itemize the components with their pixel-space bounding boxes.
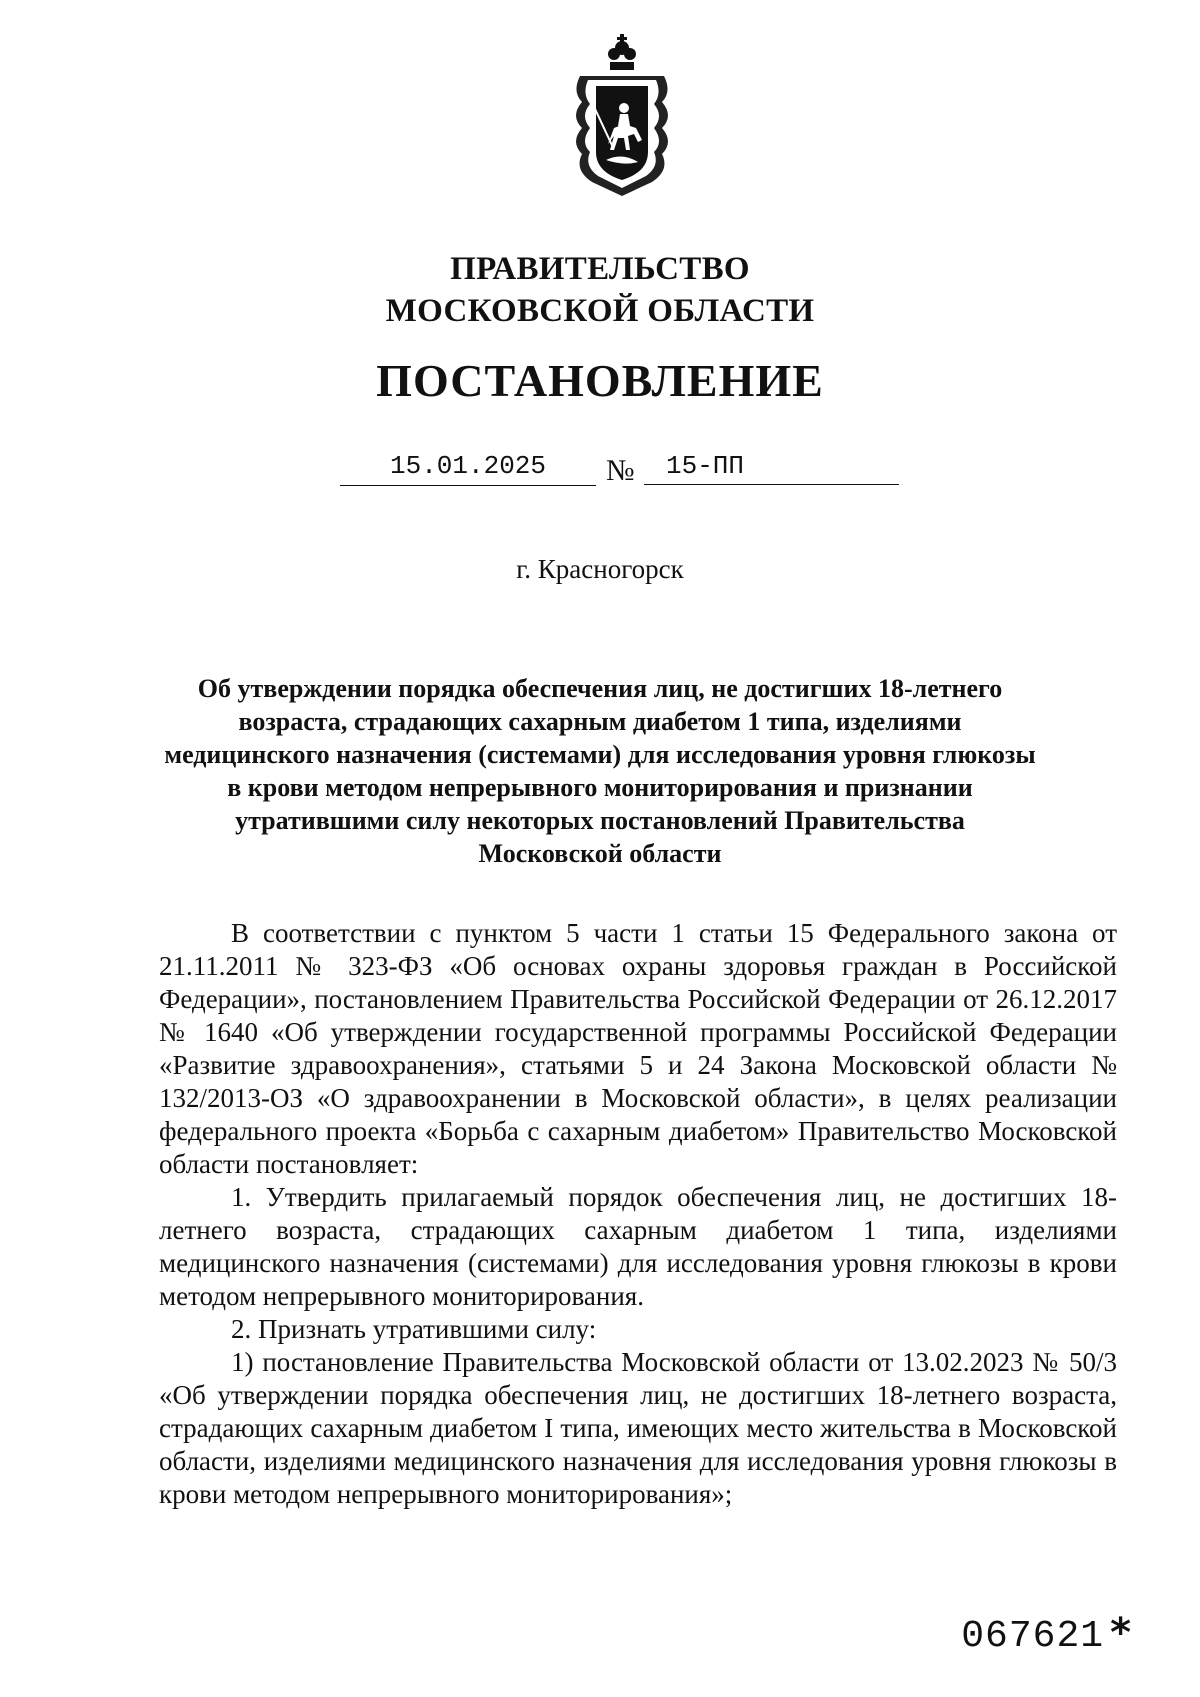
form-code: 067621 bbox=[961, 1615, 1105, 1658]
item-2-paragraph: 2. Признать утратившими силу: bbox=[231, 1314, 597, 1344]
document-body bbox=[159, 917, 1117, 1511]
preamble-paragraph: В соответствии с пунктом 5 части 1 статьи 15 Федерального закона от 21.11.2011 № 323-ФЗ «Об основах охраны здоровья граждан в Российской Федерации», постановлением Правительства Российской Федерации от 26.12.2017 № 1640 «Об утверждении государственной программы Российской Федерации «Развитие здравоохранения», статьями 5 и 24 Закона Московской области № 132/2013-ОЗ «О здравоохранении в Московской области», в целях реализации федерального проекта «Борьба с сахарным диабетом» Правительство Московской области постановляет: bbox=[159, 918, 1117, 1179]
registration-number: 15-ПП bbox=[644, 447, 899, 485]
item-1-paragraph: 1. Утвердить прилагаемый порядок обеспечения лиц, не достигших 18-летнего возраста, страдающих сахарным диабетом 1 типа, изделиями медицинского назначения (системами) для исследования уровня глюкозы в крови методом непрерывного мониторирования. bbox=[159, 1182, 1117, 1311]
document-title: Об утверждении порядка обеспечения лиц, не достигших 18-летнего возраста, страдающих сахарным диабетом 1 типа, изделиями медицинского назначения (системами) для исследования уровня глюкозы в крови методом непрерывного мониторирования и признании утратившими силу некоторых постановлений Правительства Московской области bbox=[164, 674, 1036, 868]
document-type: ПОСТАНОВЛЕНИЕ bbox=[376, 355, 824, 406]
government-name bbox=[0, 248, 1200, 332]
moscow-oblast-coat-of-arms-icon bbox=[562, 32, 682, 200]
star-mark: * bbox=[1110, 1610, 1132, 1656]
item-2-1-paragraph: 1) постановление Правительства Московской области от 13.02.2023 № 50/3 «Об утверждении порядка обеспечения лиц, не достигших 18-летнего возраста, страдающих сахарным диабетом I типа, имеющих место жительства в Московской области, изделиями медицинского назначения для исследования уровня глюкозы в крови методом непрерывного мониторирования»; bbox=[159, 1347, 1117, 1509]
government-name-line-2: МОСКОВСКОЙ ОБЛАСТИ bbox=[385, 293, 815, 329]
government-name-line-1: ПРАВИТЕЛЬСТВО bbox=[450, 251, 750, 287]
city: г. Красногорск bbox=[516, 554, 684, 584]
number-sign: № bbox=[606, 454, 635, 487]
form-serial-number bbox=[961, 1610, 1132, 1658]
registration-date: 15.01.2025 bbox=[340, 447, 596, 486]
